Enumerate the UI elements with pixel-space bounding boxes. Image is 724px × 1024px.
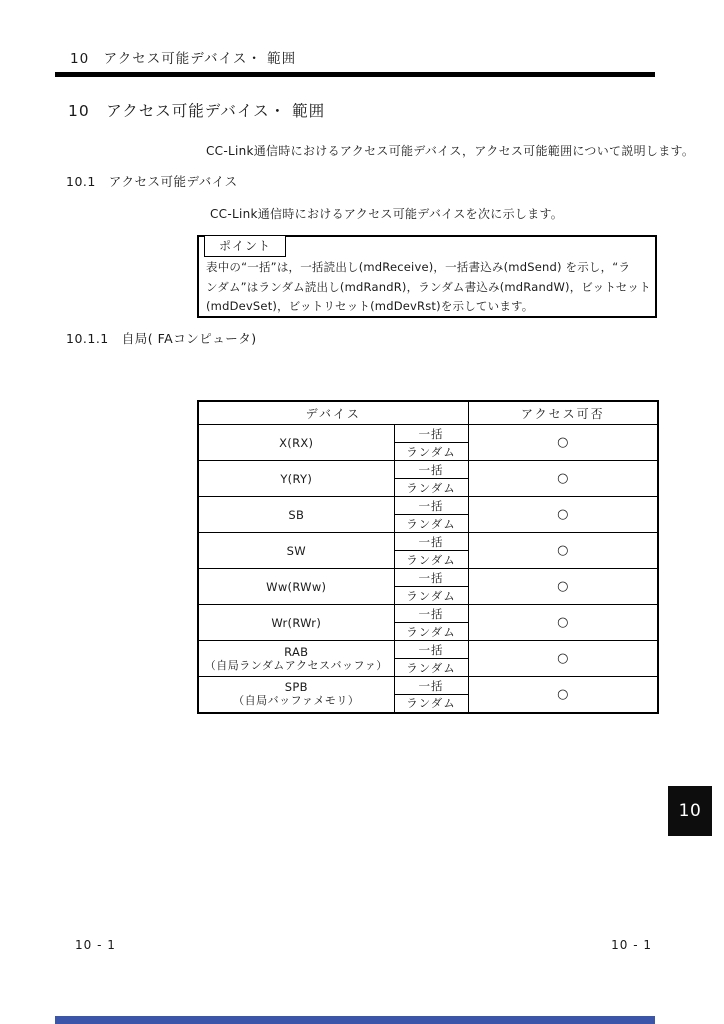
- method-batch-cell: 一括: [394, 641, 468, 659]
- point-box-line: 表中の“一括”は，一括読出し(mdReceive)，一括書込み(mdSend) を示し，“ラ: [206, 260, 631, 274]
- point-box-line: (mdDevSet)，ビットリセット(mdDevRst)を示しています。: [206, 299, 534, 313]
- method-batch-cell: 一括: [394, 605, 468, 623]
- device-table-container: [197, 362, 659, 752]
- table-row: [198, 605, 658, 623]
- device-cell: RAB （自局ランダムアクセスバッファ）: [198, 641, 394, 677]
- page-number-right: 10 - 1: [611, 938, 652, 952]
- access-cell: ○: [468, 641, 658, 677]
- device-cell: SB: [198, 497, 394, 533]
- method-batch-cell: 一括: [394, 569, 468, 587]
- point-box-text: [206, 258, 650, 317]
- method-random-cell: ランダム: [394, 551, 468, 569]
- method-batch-cell: 一括: [394, 461, 468, 479]
- section-heading-10-1-1: 10.1.1 自局( FAコンピュータ): [66, 331, 257, 346]
- point-box: [197, 235, 657, 318]
- footer-accent-bar: [55, 1016, 655, 1024]
- table-header-row: [198, 401, 658, 425]
- device-cell: X(RX): [198, 425, 394, 461]
- column-header-access: アクセス可否: [468, 401, 658, 425]
- method-random-cell: ランダム: [394, 515, 468, 533]
- method-random-cell: ランダム: [394, 623, 468, 641]
- device-cell: Y(RY): [198, 461, 394, 497]
- access-cell: ○: [468, 533, 658, 569]
- device-cell: SW: [198, 533, 394, 569]
- table-row: [198, 569, 658, 587]
- column-header-device: デバイス: [198, 401, 468, 425]
- chapter-title: 10 アクセス可能デバイス・ 範囲: [68, 102, 326, 120]
- method-random-cell: ランダム: [394, 695, 468, 713]
- device-cell: SPB （自局バッファメモリ）: [198, 677, 394, 713]
- running-head: 10 アクセス可能デバイス・ 範囲: [70, 51, 297, 67]
- page-number-left: 10 - 1: [75, 938, 116, 952]
- access-cell: ○: [468, 605, 658, 641]
- table-row: [198, 425, 658, 443]
- method-batch-cell: 一括: [394, 677, 468, 695]
- device-cell: Ww(RWw): [198, 569, 394, 605]
- method-random-cell: ランダム: [394, 587, 468, 605]
- method-random-cell: ランダム: [394, 479, 468, 497]
- access-cell: ○: [468, 461, 658, 497]
- section-heading-10-1: 10.1 アクセス可能デバイス: [66, 174, 238, 189]
- device-cell: Wr(RWr): [198, 605, 394, 641]
- method-batch-cell: 一括: [394, 497, 468, 515]
- access-cell: ○: [468, 569, 658, 605]
- point-box-label: ポイント: [204, 235, 286, 257]
- method-random-cell: ランダム: [394, 659, 468, 677]
- point-box-line: ンダム”はランダム読出し(mdRandR)，ランダム書込み(mdRandW)，ビットセット: [206, 279, 651, 294]
- access-cell: ○: [468, 497, 658, 533]
- table-row: [198, 641, 658, 659]
- method-random-cell: ランダム: [394, 443, 468, 461]
- table-row: [198, 533, 658, 551]
- chapter-index-tab: 10: [668, 786, 712, 836]
- intro-paragraph: CC-Link通信時におけるアクセス可能デバイス，アクセス可能範囲について説明します。: [206, 144, 695, 158]
- table-row: [198, 677, 658, 695]
- section-10-1-body: CC-Link通信時におけるアクセス可能デバイスを次に示します。: [210, 207, 564, 221]
- table-row: [198, 497, 658, 515]
- access-cell: ○: [468, 677, 658, 713]
- access-cell: ○: [468, 425, 658, 461]
- method-batch-cell: 一括: [394, 533, 468, 551]
- header-rule: [55, 72, 655, 77]
- table-row: [198, 461, 658, 479]
- method-batch-cell: 一括: [394, 425, 468, 443]
- device-access-table: [197, 400, 659, 714]
